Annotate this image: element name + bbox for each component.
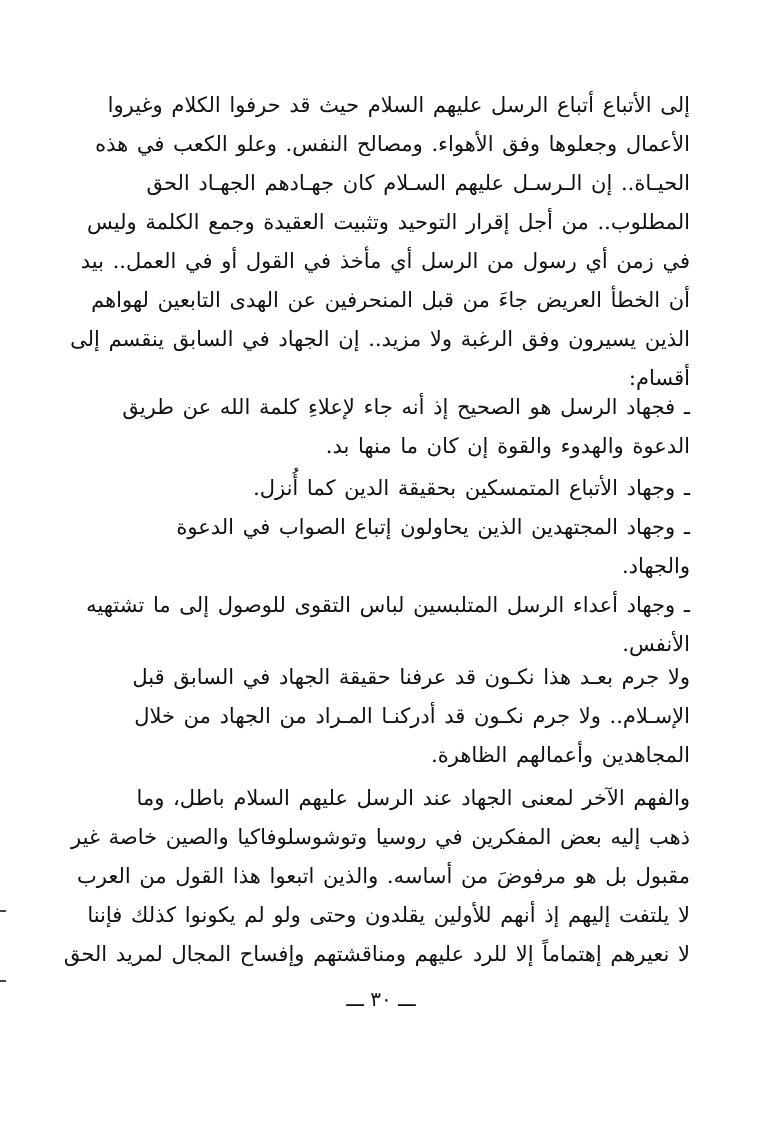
text-line: في زمن أي رسول من الرسل أي مأخذ في القول أو في العمل.. بيد xyxy=(80,249,690,273)
paragraph-list-item-1 xyxy=(90,388,690,466)
text-line: الإسـلام.. ولا جرم نكـون قد أدركنـا المـراد من الجهاد من خلال xyxy=(134,704,690,728)
text-line: الذين يسيرون وفق الرغبة ولا مزيد.. إن الجهاد في السابق ينقسم إلى xyxy=(70,327,690,351)
text-line: والجهاد. xyxy=(621,554,690,578)
text-line: المطلوب.. من أجل إقرار التوحيد وتثبيت العقيدة وجمع الكلمة وليس xyxy=(87,210,690,234)
text-line: مقبول بل هو مرفوضَ من أساسه. والذين اتبعوا هذا القول من العرب xyxy=(76,864,690,888)
text-line: والفهم الآخر لمعنى الجهاد عند الرسل عليهم السلام باطل، وما xyxy=(136,786,690,810)
text-line: ـ وجهاد الأتباع المتمسكين بحقيقة الدين كما أُنزل. xyxy=(253,476,690,500)
text-line: إلى الأتباع أتباع الرسل عليهم السلام حيث قد حرفوا الكلام وغيروا xyxy=(107,93,690,117)
text-line: لا نعيرهم إهتماماً إلا للرد عليهم ومناقشتهم وإفساح المجال لمريد الحق xyxy=(63,942,690,966)
page-number: ـــ ٣٠ ـــ xyxy=(346,987,416,1011)
paragraph-other-understanding xyxy=(63,779,690,974)
text-line: ذهب إليه بعض المفكرين في روسيا وتوشوسلوفاكيا والصين خاصة غير xyxy=(71,825,690,849)
text-line: المجاهدين وأعمالهم الظاهرة. xyxy=(431,743,690,767)
text-line: ولا جرم بعـد هذا نكـون قد عرفنا حقيقة الجهاد في السابق قبل xyxy=(132,665,690,689)
text-line: أقسام: xyxy=(628,366,690,390)
text-line: ـ وجهاد المجتهدين الذين يحاولون إتباع الصواب في الدعوة xyxy=(176,515,690,539)
text-line: ـ فجهاد الرسل هو الصحيح إذ أنه جاء لإعلاءِ كلمة الله عن طريق xyxy=(122,395,690,419)
paragraph-introduction xyxy=(70,86,690,398)
paragraph-conclusion xyxy=(90,658,690,775)
text-line: أن الخطأ العريض جاءَ من قبل المنحرفين عن الهدى التابعين لهواهم xyxy=(91,288,690,312)
text-line: الدعوة والهدوء والقوة إن كان ما منها بد. xyxy=(325,434,690,458)
text-line: ـ وجهاد أعداء الرسل المتلبسين لباس التقوى للوصول إلى ما تشتهيه xyxy=(86,593,690,617)
scan-edge-mark xyxy=(0,910,6,912)
paragraph-list-items-2-4 xyxy=(86,469,690,664)
text-line: الأنفس. xyxy=(622,632,690,656)
text-line: الأعمال وجعلوها وفق الأهواء. ومصالح النفس. وعلو الكعب في هذه xyxy=(95,132,690,156)
text-line: الحيـاة.. إن الـرسـل عليهم السـلام كان جهـادهم الجهـاد الحق xyxy=(146,171,690,195)
text-line: لا يلتفت إليهم إذ أنهم للأولين يقلدون وحتى ولو لم يكونوا كذلك فإننا xyxy=(87,903,690,927)
scan-edge-mark xyxy=(0,980,6,982)
